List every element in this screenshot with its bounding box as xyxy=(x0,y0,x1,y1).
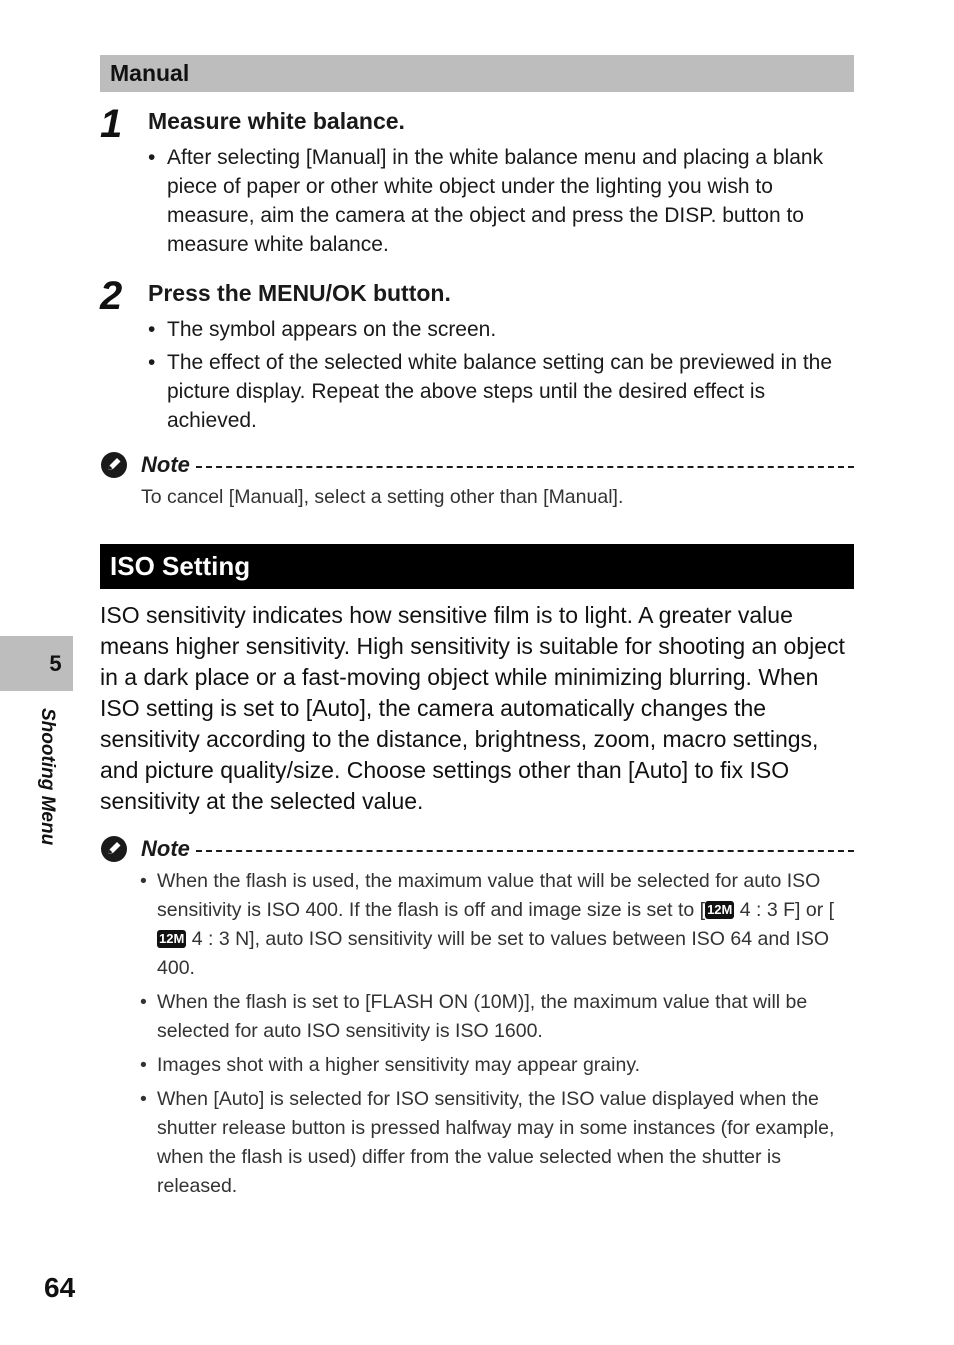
iso-note-bullet-3 xyxy=(140,1051,837,1080)
bullet-text-part: When the flash is used, the maximum value that will be selected for auto ISO sensitivity is ISO 400. If the flash is off and image size is set to [ xyxy=(157,870,821,921)
bullet-text: Images shot with a higher sensitivity may appear grainy. xyxy=(157,1054,641,1076)
step-number-1: 1 xyxy=(100,102,123,146)
bullet-text-part: 4 : 3 F] or [ xyxy=(734,899,835,921)
step-title-1: Measure white balance. xyxy=(148,108,405,134)
note-divider xyxy=(196,850,854,852)
section-header-iso: ISO Setting xyxy=(100,544,854,589)
note-pencil-icon xyxy=(100,451,128,479)
bullet-text: When the flash is set to [FLASH ON (10M)], the maximum value that will be selected for auto ISO sensitivity is ISO 1600. xyxy=(157,991,808,1042)
note-divider xyxy=(196,466,854,468)
bullet-dot: • xyxy=(148,351,156,374)
section-header-manual: Manual xyxy=(100,55,854,92)
bullet-text-part: 4 : 3 N], auto ISO sensitivity will be set to values between ISO 64 and ISO 400. xyxy=(157,928,830,979)
bullet-text: The effect of the selected white balance setting can be previewed in the picture display. Repeat the above steps until the desired effect is achieved. xyxy=(167,351,833,432)
step-number-2: 2 xyxy=(100,274,123,318)
step2-bullet-1 xyxy=(148,315,855,344)
bullet-text: The symbol appears on the screen. xyxy=(167,318,497,341)
bullet-dot: • xyxy=(140,870,147,892)
note-pencil-icon xyxy=(100,835,128,863)
iso-note-bullet-4 xyxy=(140,1085,837,1201)
bullet-dot: • xyxy=(140,1088,147,1110)
note-label: Note xyxy=(141,836,190,861)
iso-description: ISO sensitivity indicates how sensitive film is to light. A greater value means higher sensitivity. High sensitivity is suitable for shooting an object in a dark place or a fast-moving object while minimizing blurring. When ISO setting is set to [Auto], the camera automatically changes the sensitivity according to the distance, brightness, zoom, macro settings, and picture quality/size. Choose settings other than [Auto] to fix ISO sensitivity at the selected value. xyxy=(100,602,845,814)
chapter-tab: 5 xyxy=(0,636,73,691)
note-text: To cancel [Manual], select a setting other than [Manual]. xyxy=(141,486,624,508)
note-label: Note xyxy=(141,452,190,477)
bullet-dot: • xyxy=(148,318,156,341)
image-size-12m-icon: 12M xyxy=(159,931,185,946)
bullet-dot: • xyxy=(140,991,147,1013)
iso-note-bullet-2 xyxy=(140,988,837,1046)
bullet-text xyxy=(157,867,837,983)
bullet-text: When [Auto] is selected for ISO sensitivity, the ISO value displayed when the shutter release button is pressed halfway may in some instances (for example, when the flash is used) differ from the value selected when the shutter is released. xyxy=(157,1088,835,1197)
image-size-12m-icon: 12M xyxy=(707,902,733,917)
step1-bullet-1 xyxy=(148,143,855,259)
bullet-dot: • xyxy=(140,1054,147,1076)
step-title-2: Press the MENU/OK button. xyxy=(148,280,451,306)
bullet-dot: • xyxy=(148,146,156,169)
iso-note-bullet-1 xyxy=(140,867,837,983)
step2-bullet-2 xyxy=(148,348,855,435)
page-number: 64 xyxy=(44,1272,76,1303)
chapter-label: Shooting Menu xyxy=(37,708,58,846)
bullet-text: After selecting [Manual] in the white balance menu and placing a blank piece of paper or other white object under the lighting you wish to measure, aim the camera at the object and press the DISP. button to measure white balance. xyxy=(167,146,824,256)
